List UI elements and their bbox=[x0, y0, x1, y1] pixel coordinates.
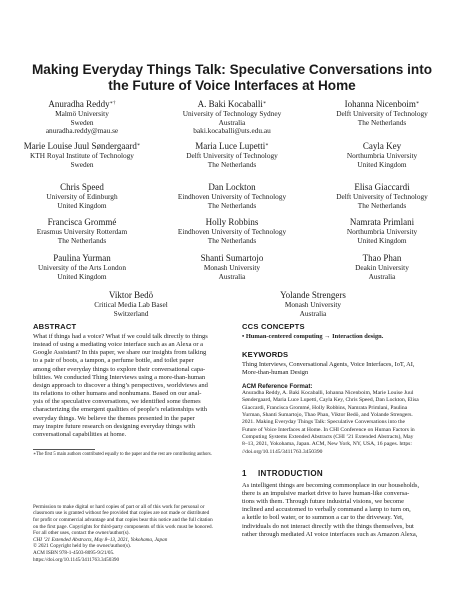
author-affiliation: The Netherlands bbox=[357, 200, 407, 210]
author-entry bbox=[157, 253, 307, 281]
author-name: Viktor Bedö bbox=[108, 290, 154, 300]
author-note-mark: ∗ bbox=[136, 143, 141, 148]
permission-line: https://doi.org/10.1145/3411763.3450390 bbox=[33, 556, 120, 563]
author-affiliation: Northumbria University bbox=[346, 151, 418, 160]
author-affiliation: Sweden bbox=[70, 159, 94, 169]
author-name: Francisca Grommé bbox=[47, 217, 117, 227]
permission-line: classroom use is granted without fee provided that copies are not made or distributed bbox=[33, 510, 210, 517]
author-affiliation: The Netherlands bbox=[357, 117, 407, 127]
abstract-line: instead of using a mediating voice interface such as an Alexa or a bbox=[33, 341, 204, 349]
reference-line: 8–13, 2021, Yokohama, Japan. ACM, New York, NY, USA, 16 pages. https: bbox=[242, 441, 412, 448]
author-entry bbox=[157, 99, 307, 136]
title-line-1: Making Everyday Things Talk: Speculative Conversations into bbox=[31, 62, 433, 77]
title-line-2: the Future of Voice Interfaces at Home bbox=[108, 78, 356, 93]
author-affiliation: Australia bbox=[218, 117, 246, 127]
author-name: Marie Louise Juul Søndergaard bbox=[23, 141, 137, 151]
abstract-line: may inspire future research on designing everyday things with bbox=[33, 422, 196, 430]
author-entry bbox=[157, 141, 307, 169]
author-email: baki.kocaballi@uts.edu.au bbox=[193, 126, 271, 136]
author-entry bbox=[7, 99, 157, 136]
author-affiliation: Delft University of Technology bbox=[336, 109, 428, 118]
ccs-heading: CCS CONCEPTS bbox=[242, 322, 305, 331]
author-name: Cayla Key bbox=[362, 141, 402, 151]
abstract-line: bilities. We conducted Thing Interviews using a more-than-human bbox=[33, 373, 206, 381]
permission-line: for profit or commercial advantage and that copies bear this notice and the full citation bbox=[33, 517, 213, 524]
author-name: Iohanna Nicenboim bbox=[344, 99, 416, 109]
author-affiliation: Delft University of Technology bbox=[336, 192, 428, 201]
author-affiliation: The Netherlands bbox=[207, 200, 257, 210]
keywords-line: Thing Interviews, Conversational Agents, Voice Interfaces, IoT, AI, bbox=[242, 361, 415, 368]
permission-line: CHI ’21 Extended Abstracts, May 8–13, 2021, Yokohama, Japan bbox=[33, 536, 168, 543]
author-affiliation: The Netherlands bbox=[57, 235, 107, 245]
right-column bbox=[242, 322, 434, 539]
author-affiliation: Critical Media Lab Basel bbox=[94, 300, 168, 309]
reference-line: Anuradha Reddy, A. Baki Kocaballi, Iohanna Nicenboim, Marie Louise Juul bbox=[242, 390, 414, 397]
introduction-line: individuals do not interact directly with the things themselves, but bbox=[242, 522, 414, 530]
author-affiliation: Eindhoven University of Technology bbox=[177, 227, 287, 236]
author-name: Shanti Sumartojo bbox=[200, 253, 264, 263]
author-affiliation: Australia bbox=[218, 271, 246, 281]
author-affiliation: Deakin University bbox=[355, 263, 409, 272]
section-title: INTRODUCTION bbox=[258, 468, 323, 478]
ccs-text: • Human-centered computing → Interaction design. bbox=[242, 333, 384, 340]
reference-line: //doi.org/10.1145/3411763.3450390 bbox=[242, 448, 323, 455]
reference-line: Yurman, Shanti Sumartojo, Thao Phan, Viktor Bedö, and Yolande Strengers. bbox=[242, 412, 413, 419]
abstract-line: characterizing the emergent qualities of people’s relationships with bbox=[33, 406, 208, 414]
author-affiliation: Erasmus University Rotterdam bbox=[36, 227, 128, 236]
author-affiliation: Eindhoven University of Technology bbox=[177, 192, 287, 201]
left-column bbox=[33, 322, 231, 563]
author-name: Thao Phan bbox=[362, 253, 402, 263]
author-entry bbox=[7, 253, 157, 281]
contribution-footnote: ∗The first 5 main authors contributed equally to the paper and the rest are contributing authors. bbox=[33, 452, 212, 458]
author-name: Dan Lockton bbox=[208, 182, 256, 192]
author-affiliation: The Netherlands bbox=[207, 159, 257, 169]
abstract-line: among other everyday things to explore their conversational capa- bbox=[33, 365, 206, 373]
author-affiliation: Northumbria University bbox=[346, 227, 418, 236]
author-email: anuradha.reddy@mau.se bbox=[45, 126, 119, 136]
author-affiliation: University of Edinburgh bbox=[46, 192, 118, 201]
author-name: Holly Robbins bbox=[205, 217, 259, 227]
reference-line: Computing Systems Extended Abstracts (CHI ’21 Extended Abstracts), May bbox=[242, 433, 414, 440]
author-name: Elisa Giaccardi bbox=[354, 182, 410, 192]
author-affiliation: Australia bbox=[368, 271, 396, 281]
author-affiliation: Delft University of Technology bbox=[186, 151, 278, 160]
author-entry bbox=[307, 217, 457, 245]
permission-line: Permission to make digital or hard copies of part or all of this work for personal or bbox=[33, 503, 205, 510]
introduction-line: tions with them. Through future industrial visions, we become bbox=[242, 498, 404, 506]
permission-line: ACM ISBN 978-1-4503-8095-9/21/05. bbox=[33, 549, 115, 556]
reference-line: Future of Voice Interfaces at Home. In CHI Conference on Human Factors in bbox=[242, 426, 415, 433]
keywords-body bbox=[242, 361, 434, 377]
author-entry bbox=[7, 217, 157, 245]
author-entry bbox=[238, 290, 388, 318]
author-affiliation: United Kingdom bbox=[57, 271, 107, 281]
reference-line: Søndergaard, Maria Luce Lupetti, Cayla Key, Chris Speed, Dan Lockton, Elisa bbox=[242, 397, 419, 404]
introduction-line: As intelligent things are becoming commonplace in our households, bbox=[242, 481, 420, 489]
author-entry bbox=[307, 182, 457, 210]
permission-block bbox=[33, 504, 231, 563]
paper-title bbox=[30, 62, 434, 94]
author-affiliation: Monash University bbox=[203, 263, 261, 272]
author-affiliation: United Kingdom bbox=[57, 200, 107, 210]
author-entry bbox=[157, 217, 307, 245]
reference-format-body bbox=[242, 390, 434, 456]
reference-line: Giaccardi, Francisca Grommé, Holly Robbins, Namrata Primlani, Paulina bbox=[242, 404, 408, 411]
section-number: 1 bbox=[242, 468, 247, 478]
author-affiliation: United Kingdom bbox=[357, 159, 407, 169]
author-affiliation: University of Technology Sydney bbox=[182, 109, 282, 118]
author-name: Chris Speed bbox=[60, 182, 104, 192]
author-entry bbox=[157, 182, 307, 210]
author-note-mark: ∗ bbox=[415, 101, 420, 106]
permission-line: For all other uses, contact the owner/author(s). bbox=[33, 530, 130, 537]
keywords-heading: KEYWORDS bbox=[242, 350, 289, 359]
abstract-line: Google Assistant? In this paper, we share our insights from talking bbox=[33, 349, 207, 357]
author-name: Paulina Yurman bbox=[53, 253, 111, 263]
reference-format-heading: ACM Reference Format: bbox=[242, 383, 313, 391]
author-affiliation: The Netherlands bbox=[207, 235, 257, 245]
author-entry bbox=[307, 99, 457, 127]
abstract-line: What if things had a voice? What if we could talk directly to things bbox=[33, 333, 208, 340]
author-entry bbox=[7, 182, 157, 210]
author-affiliation: United Kingdom bbox=[357, 235, 407, 245]
introduction-heading bbox=[242, 469, 434, 478]
abstract-heading: ABSTRACT bbox=[33, 322, 77, 331]
abstract-line: its relations to other humans and nonhumans. Based on our anal- bbox=[33, 390, 202, 398]
author-entry bbox=[7, 141, 157, 169]
abstract-line: design approach to discover a thing’s perspectives, worldviews and bbox=[33, 381, 208, 389]
introduction-line: there is an impulsive market drive to have human-like conversa- bbox=[242, 490, 410, 498]
author-affiliation: KTH Royal Institute of Technology bbox=[30, 151, 134, 160]
permission-line: © 2021 Copyright held by the owner/author(s). bbox=[33, 543, 132, 550]
author-name: Anuradha Reddy bbox=[48, 99, 110, 109]
author-note-mark: ∗ bbox=[262, 101, 267, 106]
author-note-mark: ∗ bbox=[265, 143, 269, 148]
abstract-line: ysis of the speculative conversations, we identified some themes bbox=[33, 398, 201, 406]
introduction-body bbox=[242, 482, 434, 539]
author-affiliation: Australia bbox=[299, 308, 327, 318]
author-affiliation: Switzerland bbox=[113, 308, 149, 318]
author-affiliation: Sweden bbox=[70, 117, 94, 127]
ccs-concepts bbox=[242, 333, 434, 341]
footnote-rule bbox=[33, 449, 95, 450]
introduction-line: a kettle to boil water, or to summon a car to the driveway. Yet, bbox=[242, 514, 404, 522]
author-note-mark: ∗† bbox=[109, 101, 116, 106]
permission-line: on the first page. Copyrights for third-party components of this work must be honored. bbox=[33, 523, 213, 530]
author-entry bbox=[307, 141, 457, 169]
author-affiliation: University of the Arts London bbox=[38, 263, 126, 272]
author-name: Yolande Strengers bbox=[280, 290, 346, 300]
keywords-line: More-than-human Design bbox=[242, 369, 309, 377]
abstract-line: conversational capabilities at home. bbox=[33, 430, 127, 438]
abstract-body bbox=[33, 333, 231, 439]
author-name: Namrata Primlani bbox=[349, 217, 415, 227]
abstract-line: everyday things. We believe the themes presented in the paper bbox=[33, 414, 195, 422]
author-affiliation: Monash University bbox=[284, 300, 342, 309]
author-entry bbox=[307, 253, 457, 281]
author-name: A. Baki Kocaballi bbox=[197, 99, 263, 109]
author-name: Maria Luce Lupetti bbox=[195, 141, 266, 151]
abstract-line: to a pair of boots, a tampon, a perfume bottle, and toilet paper bbox=[33, 357, 194, 365]
introduction-line: inclined and accustomed to verbally command a lamp to turn on, bbox=[242, 506, 411, 514]
introduction-line: rather through mediated AI voice interfaces such as Amazon Alexa, bbox=[242, 530, 418, 538]
author-affiliation: Malmö University bbox=[55, 109, 109, 118]
author-entry bbox=[56, 290, 206, 318]
reference-line: 2021. Making Everyday Things Talk: Speculative Conversations into the bbox=[242, 419, 405, 426]
